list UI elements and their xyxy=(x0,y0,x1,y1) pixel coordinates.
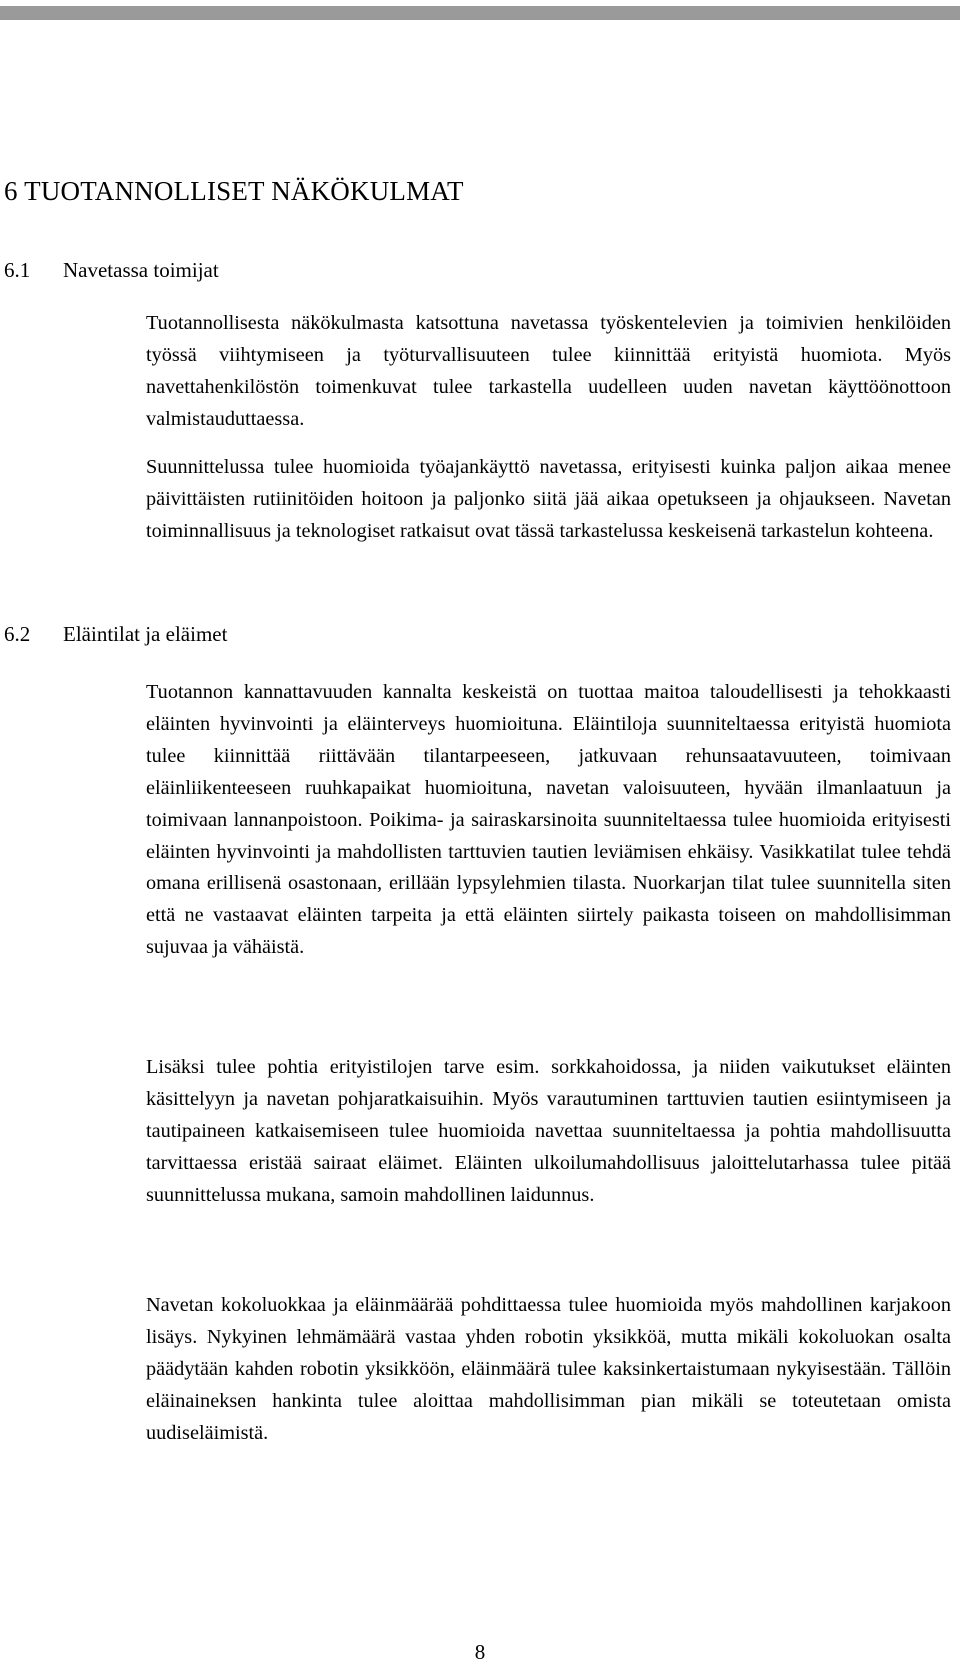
section-number: 6.2 xyxy=(4,622,31,646)
chapter-heading: 6 TUOTANNOLLISET NÄKÖKULMAT xyxy=(4,176,464,206)
paragraph: Tuotannollisesta näkökulmasta katsottuna navetassa työskentelevien ja toimivien henkilöiden työssä viihtymiseen ja työturvallisuuteen tulee kiinnittää erityistä huomiota. Myös navettahenkilöstön toimenkuvat tulee tarkastella uudelleen uuden navetan käyttöönottoon valmistauduttaessa. xyxy=(146,312,951,430)
section-title: Eläintilat ja eläimet xyxy=(63,622,228,646)
paragraph: Suunnittelussa tulee huomioida työajankäyttö navetassa, erityisesti kuinka paljon aikaa menee päivittäisten rutiinitöiden hoitoon ja paljonko siitä jää aikaa opetukseen ja ohjaukseen. Navetan toiminnallisuus ja teknologiset ratkaisut ovat tässä tarkastelussa keskeisenä tarkastelun kohteena. xyxy=(146,456,951,542)
paragraph: Tuotannon kannattavuuden kannalta keskeistä on tuottaa maitoa taloudellisesti ja tehokkaasti eläinten hyvinvointi ja eläinterveys huomioituna. Eläintiloja suunniteltaessa erityistä huomiota tulee kiinnittää riittävään tilantarpeeseen, jatkuvaan rehunsaatavuuteen, toimivaan eläinliikenteeseen ruuhkapaikat huomioituna, navetan valoisuuteen, hyvään ilmanlaatuun ja toimivaan lannanpoistoon. Poikima- ja sairaskarsinoita suunniteltaessa tulee huomioida erityisesti eläinten hyvinvointi ja mahdollisten tarttuvien tautien leviämisen ehkäisy. Vasikkatilat tulee tehdä omana erillisenä osastonaan, erillään lypsylehmien tilasta. Nuorkarjan tilat tulee suunnitella siten että ne vastaavat eläinten tarpeita ja että eläinten siirtely paikasta toiseen on mahdollisimman sujuvaa ja vähäistä. xyxy=(146,681,951,959)
header-rule xyxy=(0,6,960,20)
section-title: Navetassa toimijat xyxy=(63,258,219,282)
section-heading-6-1 xyxy=(4,258,219,283)
section-number: 6.1 xyxy=(4,258,31,282)
paragraph: Lisäksi tulee pohtia erityistilojen tarve esim. sorkkahoidossa, ja niiden vaikutukset eläinten käsittelyyn ja navetan pohjaratkaisuihin. Myös varautuminen tarttuvien tautien esiintymiseen ja tautipaineen katkaisemiseen tulee huomioida navettaa suunniteltaessa ja pohtia mahdollisuutta tarvittaessa eristää sairaat eläimet. Eläinten ulkoilumahdollisuus jaloittelutarhassa tulee pitää suunnittelussa mukana, samoin mahdollinen laidunnus. xyxy=(146,1056,951,1206)
section-heading-6-2 xyxy=(4,622,227,647)
paragraph: Navetan kokoluokkaa ja eläinmäärää pohdittaessa tulee huomioida myös mahdollinen karjakoon lisäys. Nykyinen lehmämäärä vastaa yhden robotin yksikköä, mutta mikäli kokoluokan osalta päädytään kahden robotin yksikköön, eläinmäärä tulee kaksinkertaistumaan nykyisestään. Tällöin eläinaineksen hankinta tulee aloittaa mahdollisimman pian mikäli se toteutetaan omista uudiseläimistä. xyxy=(146,1294,951,1444)
page-number: 8 xyxy=(474,1640,486,1664)
